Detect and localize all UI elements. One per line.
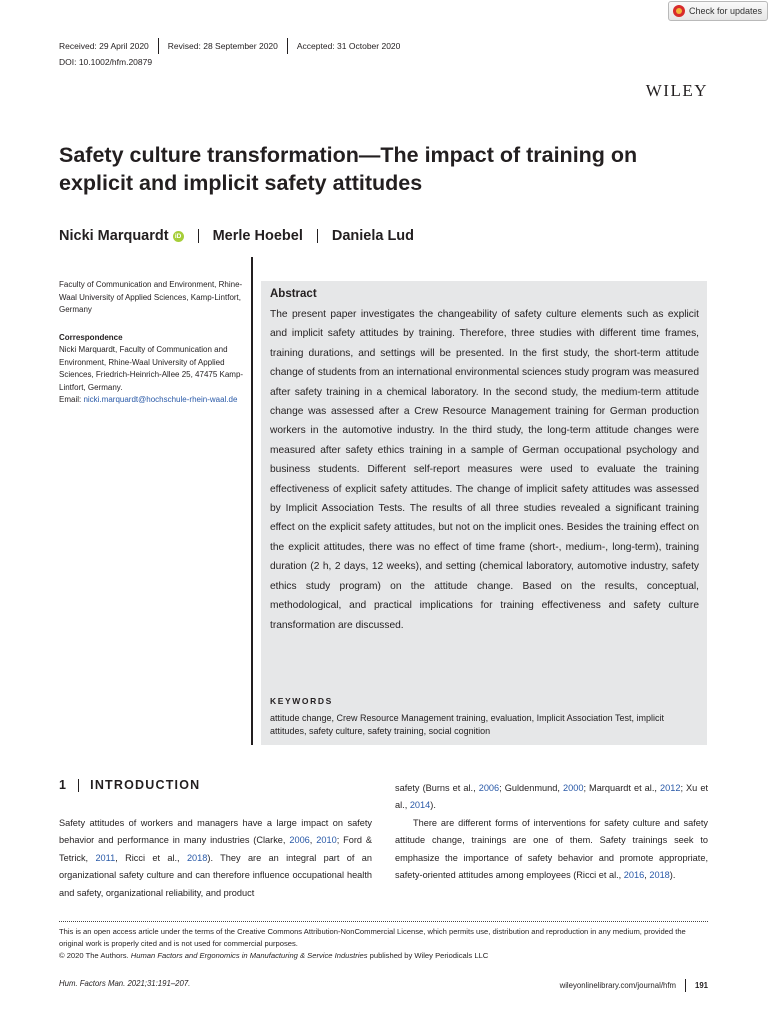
accepted-date: Accepted: 31 October 2020 (296, 41, 401, 51)
author-list (59, 228, 414, 244)
affiliation: Faculty of Communication and Environment, Rhine-Waal University of Applied Sciences, Kamp-Lintfort, Germany (59, 280, 243, 314)
body-text: ; Marquardt et al., (583, 783, 660, 793)
body-paragraph (59, 815, 372, 902)
keywords-text: attitude change, Crew Resource Management training, evaluation, Implicit Association Test, implicit attitudes, safety culture, safety training, social cognition (270, 713, 665, 736)
citation-link[interactable]: 2006 (289, 835, 310, 846)
body-text: ; Xu et al., (395, 783, 709, 811)
orcid-icon[interactable]: iD (173, 231, 184, 242)
citation-link[interactable]: 2014 (409, 800, 431, 811)
body-text: ; Guldenmund, (499, 783, 563, 793)
body-text: , (309, 835, 317, 846)
citation-link[interactable]: 2018 (649, 870, 670, 881)
column-divider (251, 257, 253, 745)
license-text: This is an open access article under the terms of the Creative Commons Attribution-NonCommercial License, which permits use, distribution and reproduction in any medium, provided the original work is properly cited and is not used for commercial purposes. (59, 927, 686, 948)
section-title: INTRODUCTION (90, 778, 201, 792)
body-text: , (644, 870, 650, 881)
divider (317, 229, 318, 243)
author-name[interactable]: Nicki Marquardt (59, 228, 169, 244)
citation-link[interactable]: 2012 (660, 783, 681, 793)
page-footer (560, 979, 708, 992)
divider (685, 979, 686, 992)
article-title: Safety culture transformation—The impact of training on explicit and implicit safety attitudes (59, 143, 638, 195)
section-number: 1 (59, 778, 68, 792)
crossmark-icon (673, 5, 685, 17)
section-heading (59, 778, 200, 792)
publisher-logo: WILEY (645, 81, 708, 100)
received-date: Received: 29 April 2020 (59, 41, 149, 51)
email-link[interactable]: nicki.marquardt@hochschule-rhein-waal.de (83, 395, 238, 404)
body-text: There are different forms of interventions for safety culture and safety attitude change, trainings are one of them. Safety trainings seek to emphasize the importance of safety behavior and promote appropriate, safety-oriented attitudes among employees (Ricci et al., (395, 817, 708, 881)
author-name[interactable]: Merle Hoebel (212, 228, 303, 244)
citation-link[interactable]: 2016 (623, 870, 645, 881)
affiliation-column (59, 279, 244, 407)
citation-link[interactable]: 2011 (95, 852, 116, 863)
body-text: ; Ford & Tetrick, (59, 835, 372, 863)
keywords-heading: KEYWORDS (270, 696, 333, 706)
body-text: Safety attitudes of workers and managers have a large impact on safety behavior and performance in many industries (Clarke, (59, 818, 372, 846)
citation-link[interactable]: 2010 (316, 835, 337, 846)
email-label: Email: (59, 395, 84, 404)
author-name[interactable]: Daniela Lud (331, 228, 415, 244)
check-for-updates-label: Check for updates (689, 6, 763, 16)
citation-link[interactable]: 2018 (186, 852, 208, 863)
divider (198, 229, 199, 243)
history-dates (59, 38, 400, 54)
abstract-heading: Abstract (270, 288, 317, 300)
body-paragraph (395, 780, 708, 815)
doi[interactable]: DOI: 10.1002/hfm.20879 (59, 57, 153, 67)
journal-name: Human Factors and Ergonomics in Manufacturing & Service Industries (130, 951, 368, 960)
journal-url[interactable]: wileyonlinelibrary.com/journal/hfm (559, 981, 676, 990)
correspondence-heading: Correspondence (59, 332, 123, 342)
page-number: 191 (694, 981, 708, 990)
journal-citation: Hum. Factors Man. 2021;31:191–207. (59, 979, 191, 988)
abstract-text: The present paper investigates the changeability of safety culture elements such as explicit and implicit safety attitudes by training. Therefore, three studies with different time frames, training durations, and settings will be presented. In the first study, the short-term attitude change of students from an international environmental sciences study program was measured after safety training in a chemical laboratory. In the second study, the medium-term attitude change was assessed after a Crew Resource Management training for German production workers in the automotive industry. In the third study, the long-term attitude changes were measured after safety ethics training in a sample of German occupational psychology and business students. Different self-report measures were used to evaluate the training effectiveness of explicit safety attitudes. The change of implicit safety attitudes was assessed by Implicit Association Tests. The results of all three studies revealed a significant training effect on the explicit safety attitudes, but not on the implicit ones. Besides the training effect on the explicit attitudes, there was no effect of time frame (short-, medium-, long-term), training duration (2 h, 2 days, 12 weeks), and setting (chemical laboratory, automotive industry, safety ethics study program) on the attitude change. Based on the results, conceptual, methodological, and practical implications for training effectiveness and safety culture transformation are discussed. (270, 309, 699, 631)
body-text: ). They are an integral part of an organizational safety culture and can therefore influence occupational health and safety, organizational reliability, and product (59, 852, 372, 898)
body-text: ). (430, 800, 436, 811)
check-for-updates-button[interactable] (668, 1, 768, 21)
footnote-divider (59, 921, 708, 922)
citation-link[interactable]: 2000 (562, 783, 584, 793)
copyright-text: © 2020 The Authors. (59, 951, 131, 960)
divider (78, 779, 79, 792)
correspondence-text: Nicki Marquardt, Faculty of Communication and Environment, Rhine-Waal University of Applied Sciences, Friedrich-Heinrich-Allee 25, 47475 Kamp-Lintfort, Germany. (59, 345, 244, 392)
copyright-text: published by Wiley Periodicals LLC (367, 951, 489, 960)
body-text: ). (669, 870, 676, 881)
copyright-line (59, 950, 711, 962)
license-note (59, 926, 711, 962)
body-column-2 (395, 780, 708, 884)
body-text: , Ricci et al., (115, 852, 187, 863)
divider (158, 38, 159, 54)
body-paragraph (395, 815, 708, 885)
revised-date: Revised: 28 September 2020 (167, 41, 278, 51)
body-text: safety (Burns et al., (395, 783, 479, 793)
citation-link[interactable]: 2006 (478, 783, 500, 793)
email-line (59, 394, 244, 407)
divider (287, 38, 288, 54)
